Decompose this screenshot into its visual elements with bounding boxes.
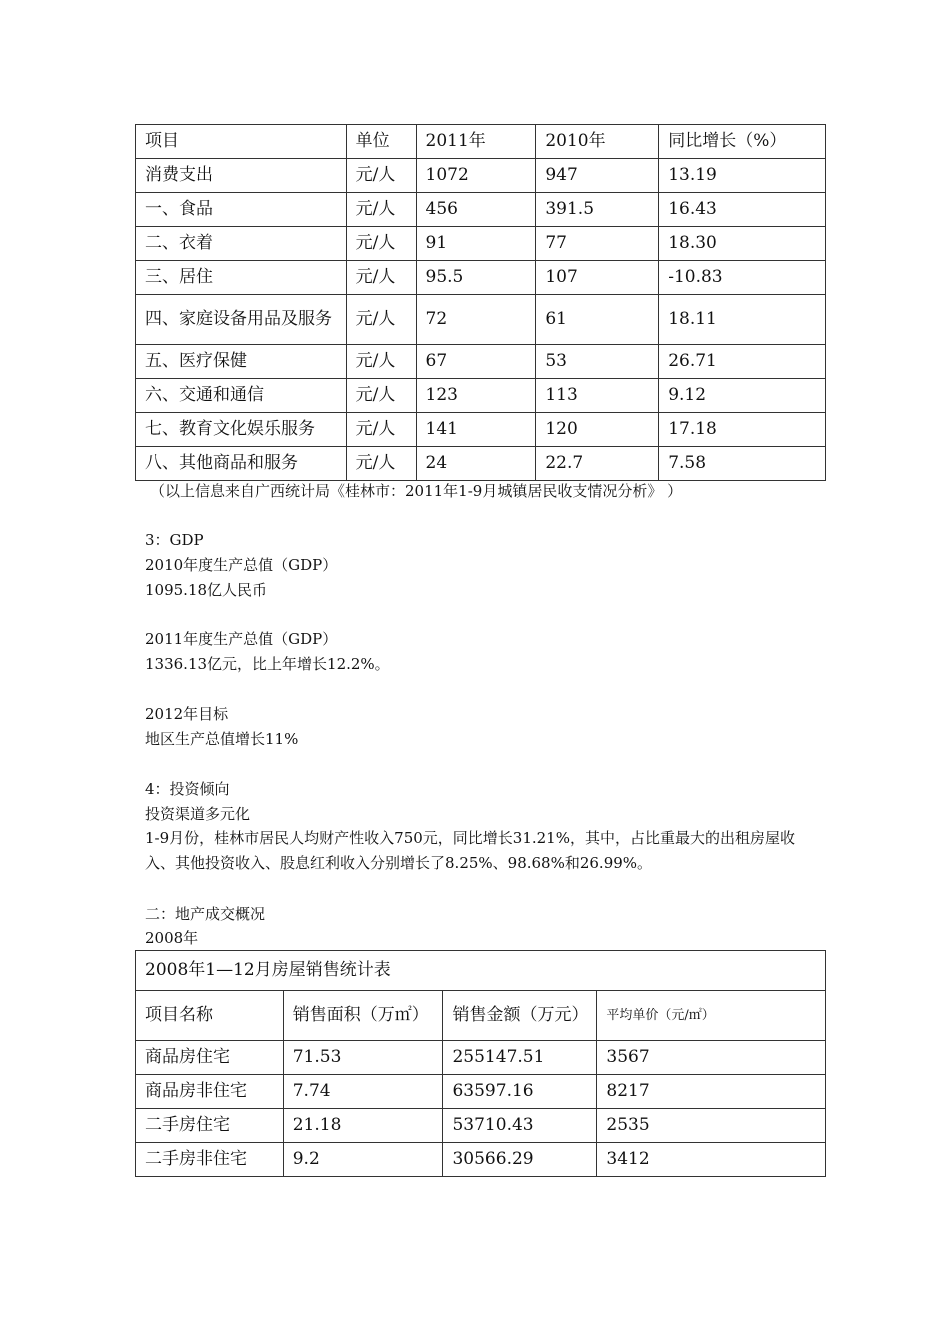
table-cell: 消费支出	[136, 159, 347, 193]
table-row	[136, 227, 826, 261]
header-cell: 单位	[346, 125, 416, 159]
investment-heading: 4：投资倾向	[145, 780, 230, 798]
table-cell: 63597.16	[443, 1075, 597, 1109]
table-row	[136, 159, 826, 193]
table-row	[136, 295, 826, 345]
table-cell: 91	[416, 227, 536, 261]
table-row	[136, 261, 826, 295]
table-cell: 17.18	[659, 413, 826, 447]
table-row	[136, 1041, 826, 1075]
table-cell: 六、交通和通信	[136, 379, 347, 413]
table-cell: 2535	[597, 1109, 826, 1143]
table-cell: 八、其他商品和服务	[136, 447, 347, 481]
table-cell: 120	[536, 413, 659, 447]
table-cell: 元/人	[346, 295, 416, 345]
table-cell: 二手房住宅	[136, 1109, 284, 1143]
table-cell: 元/人	[346, 227, 416, 261]
header-cell: 2010年	[536, 125, 659, 159]
consumption-table	[135, 124, 826, 481]
section-heading: 二：地产成交概况	[145, 905, 266, 923]
table-row	[136, 1143, 826, 1177]
table-row	[136, 379, 826, 413]
table-row	[136, 1075, 826, 1109]
header-cell: 同比增长（%）	[659, 125, 826, 159]
table-cell: 67	[416, 345, 536, 379]
header-cell: 平均单价（元/㎡）	[597, 991, 826, 1041]
table-cell: 53710.43	[443, 1109, 597, 1143]
table-cell: 9.2	[283, 1143, 443, 1177]
table-row	[136, 193, 826, 227]
table-cell: 61	[536, 295, 659, 345]
table-cell: 72	[416, 295, 536, 345]
table-cell: 7.74	[283, 1075, 443, 1109]
table-cell: 24	[416, 447, 536, 481]
table-cell: 七、教育文化娱乐服务	[136, 413, 347, 447]
table-cell: 141	[416, 413, 536, 447]
table-cell: 3412	[597, 1143, 826, 1177]
table-cell: 三、居住	[136, 261, 347, 295]
table-row	[136, 413, 826, 447]
table-cell: 元/人	[346, 379, 416, 413]
table-cell: 26.71	[659, 345, 826, 379]
table-row	[136, 1109, 826, 1143]
table-cell: 3567	[597, 1041, 826, 1075]
table-cell: 391.5	[536, 193, 659, 227]
gdp-2010-value: 1095.18亿人民币	[145, 581, 268, 599]
table-cell: 71.53	[283, 1041, 443, 1075]
table-row	[136, 447, 826, 481]
table-cell: 113	[536, 379, 659, 413]
table-cell: 五、医疗保健	[136, 345, 347, 379]
table-cell: 255147.51	[443, 1041, 597, 1075]
table-cell: 元/人	[346, 193, 416, 227]
gdp-2011-label: 2011年度生产总值（GDP）	[145, 630, 338, 648]
table-header-row	[136, 991, 826, 1041]
table-title: 2008年1—12月房屋销售统计表	[136, 951, 826, 991]
table-cell: -10.83	[659, 261, 826, 295]
investment-body: 1-9月份，桂林市居民人均财产性收入750元，同比增长31.21%，其中，占比重最大的出租房屋收入、其他投资收入、股息红利收入分别增长了8.25%、98.68%和26.99%。	[145, 829, 795, 872]
gdp-2012-label: 2012年目标	[145, 705, 229, 723]
table-cell: 元/人	[346, 159, 416, 193]
table-cell: 元/人	[346, 413, 416, 447]
source-note: （以上信息来自广西统计局《桂林市：2011年1-9月城镇居民收支情况分析》 ）	[150, 482, 683, 500]
gdp-2012-value: 地区生产总值增长11%	[145, 730, 299, 748]
table-cell: 1072	[416, 159, 536, 193]
gdp-2010-label: 2010年度生产总值（GDP）	[145, 556, 338, 574]
table-cell: 元/人	[346, 345, 416, 379]
housing-sales-table	[135, 950, 826, 1177]
table-cell: 123	[416, 379, 536, 413]
table-cell: 456	[416, 193, 536, 227]
header-cell: 项目名称	[136, 991, 284, 1041]
header-cell: 2011年	[416, 125, 536, 159]
table-cell: 947	[536, 159, 659, 193]
table-header-row	[136, 125, 826, 159]
table-cell: 77	[536, 227, 659, 261]
table-cell: 二、衣着	[136, 227, 347, 261]
table-cell: 30566.29	[443, 1143, 597, 1177]
header-cell: 项目	[136, 125, 347, 159]
header-cell: 销售面积（万㎡）	[283, 991, 443, 1041]
table-cell: 二手房非住宅	[136, 1143, 284, 1177]
gdp-2011-value: 1336.13亿元，比上年增长12.2%。	[145, 655, 390, 673]
table-cell: 元/人	[346, 447, 416, 481]
table-title-row	[136, 951, 826, 991]
table-cell: 一、食品	[136, 193, 347, 227]
gdp-heading: 3：GDP	[145, 531, 204, 549]
table-cell: 8217	[597, 1075, 826, 1109]
table-cell: 16.43	[659, 193, 826, 227]
investment-subheading: 投资渠道多元化	[145, 805, 251, 823]
table-cell: 商品房住宅	[136, 1041, 284, 1075]
header-cell: 销售金额（万元）	[443, 991, 597, 1041]
table-cell: 21.18	[283, 1109, 443, 1143]
table-cell: 9.12	[659, 379, 826, 413]
table-cell: 107	[536, 261, 659, 295]
table-cell: 13.19	[659, 159, 826, 193]
table-cell: 53	[536, 345, 659, 379]
table-cell: 18.11	[659, 295, 826, 345]
year-label: 2008年	[145, 929, 199, 947]
table-cell: 22.7	[536, 447, 659, 481]
table-cell: 7.58	[659, 447, 826, 481]
table-cell: 元/人	[346, 261, 416, 295]
table-cell: 95.5	[416, 261, 536, 295]
table-row	[136, 345, 826, 379]
table-cell: 18.30	[659, 227, 826, 261]
table-cell: 四、家庭设备用品及服务	[136, 295, 347, 345]
table-cell: 商品房非住宅	[136, 1075, 284, 1109]
